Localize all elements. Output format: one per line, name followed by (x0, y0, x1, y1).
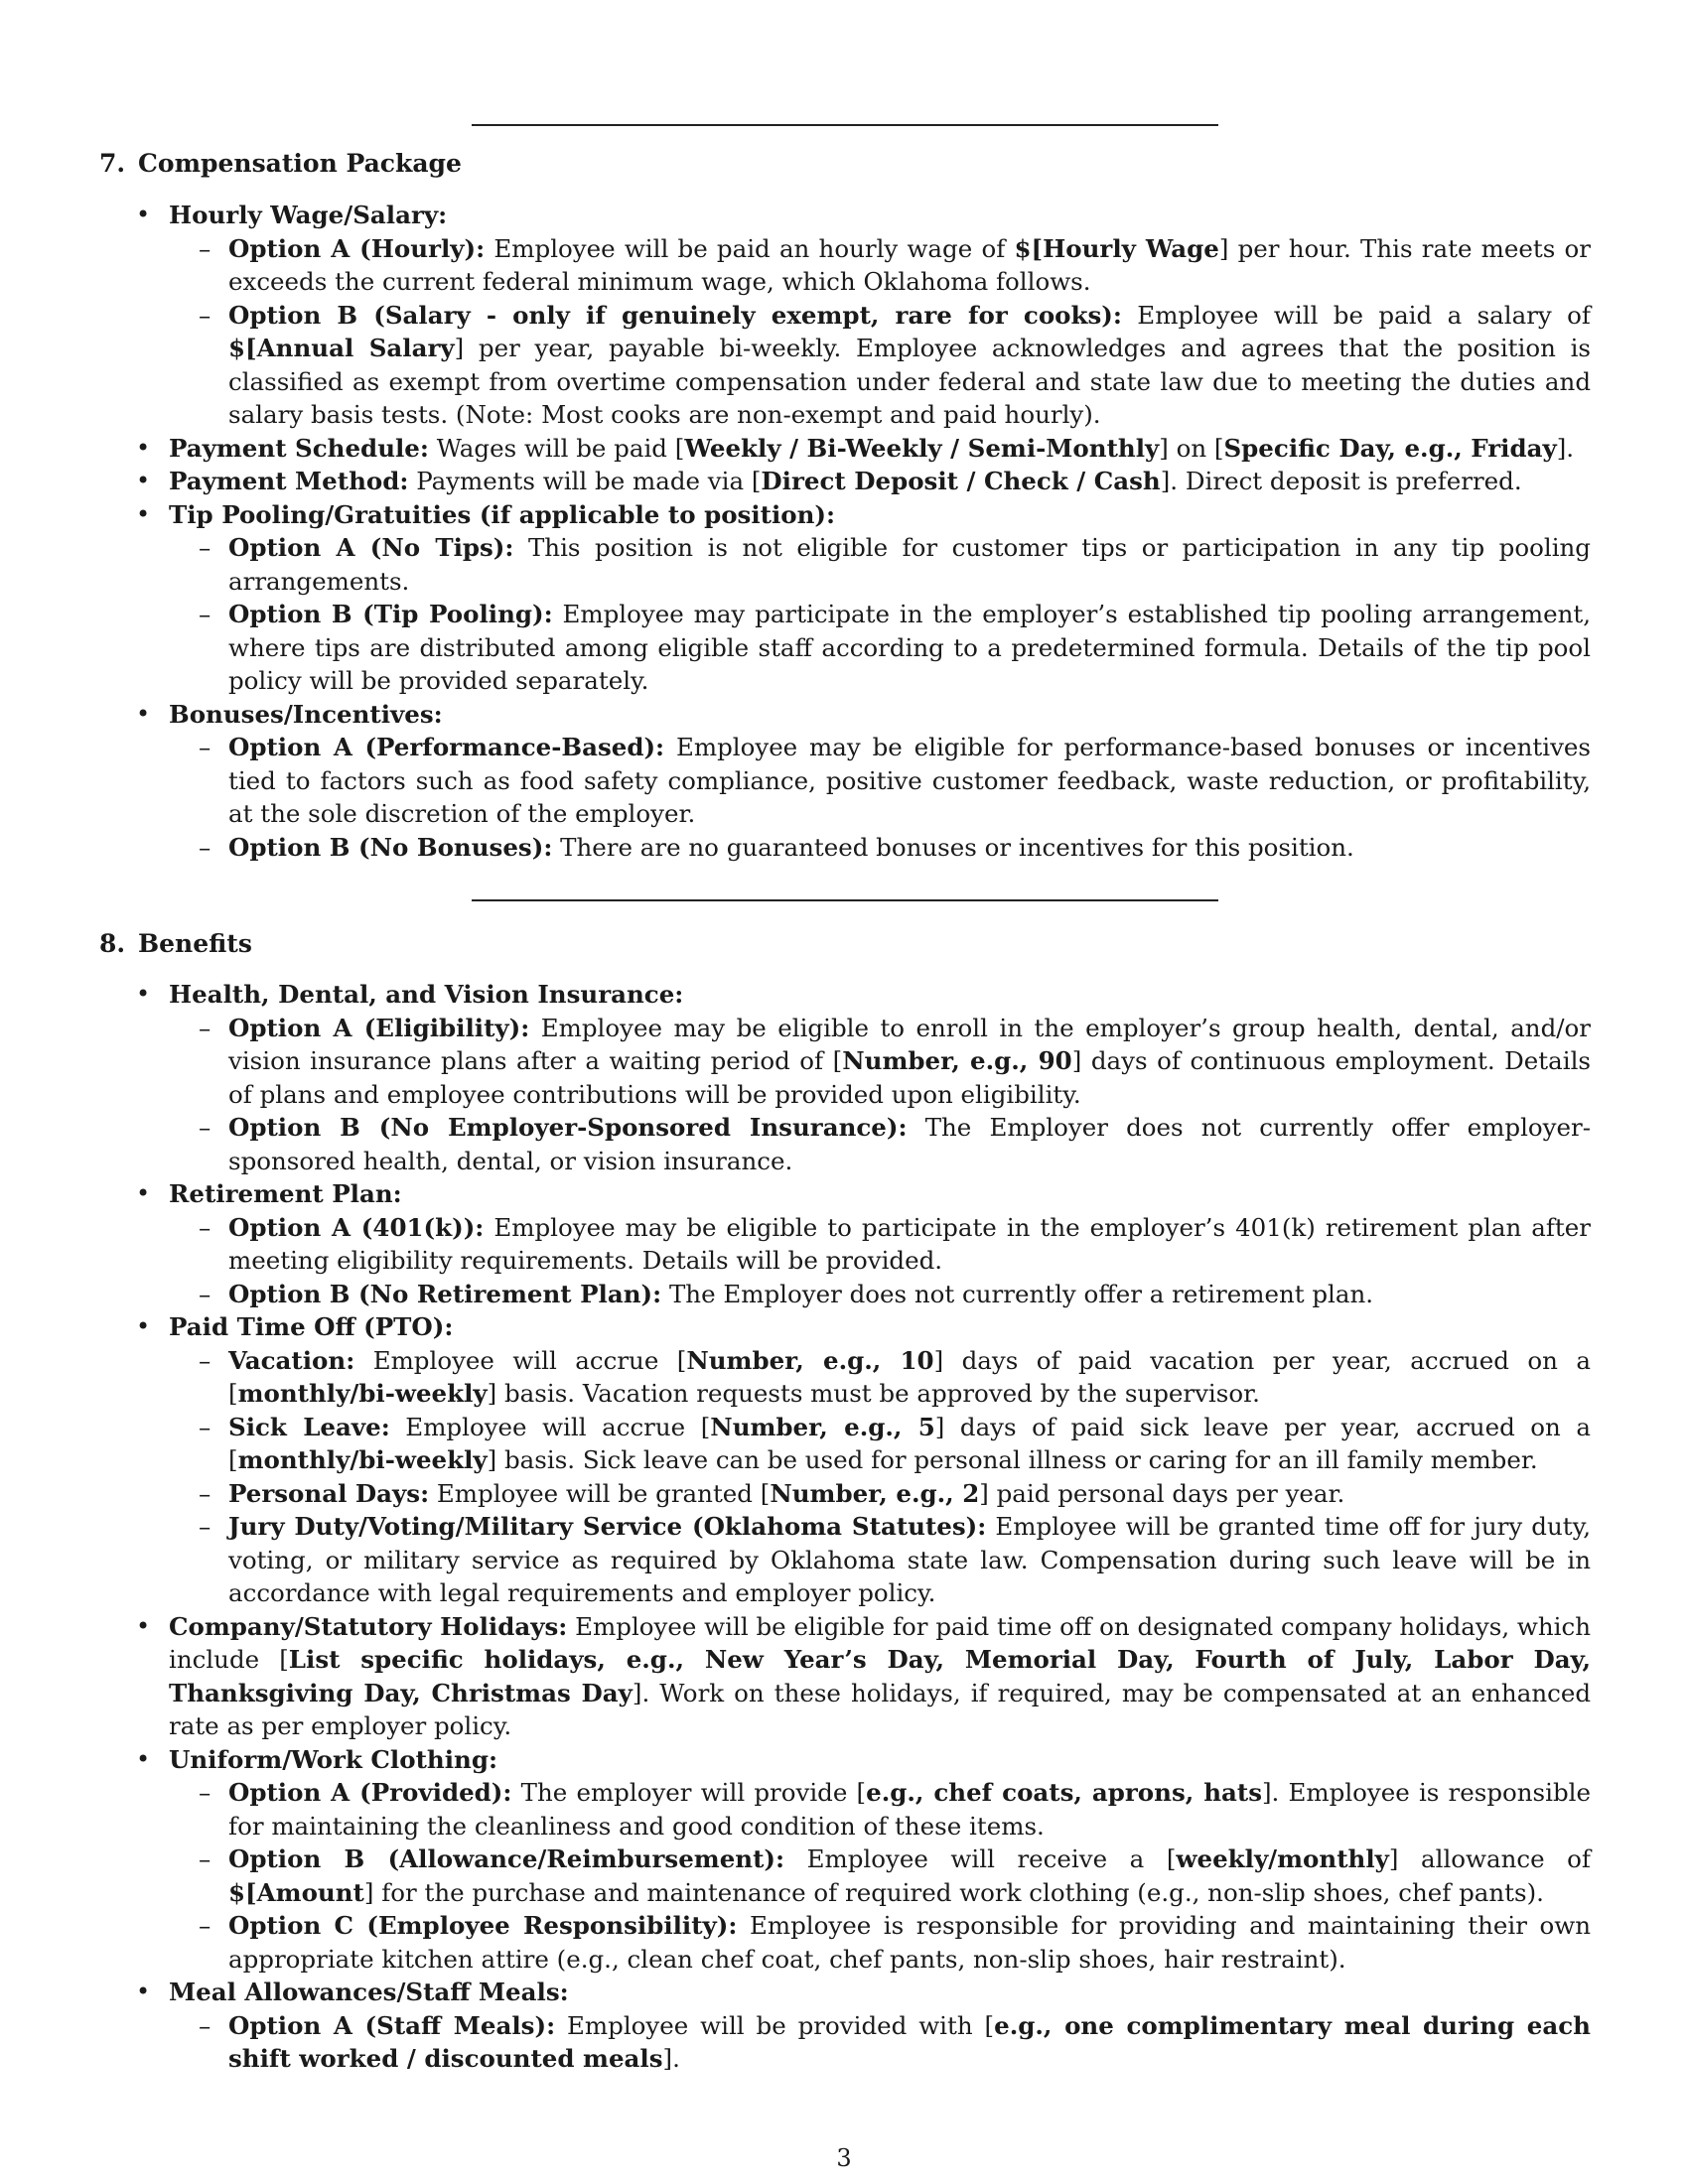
section-7-list (99, 199, 1591, 864)
sub-list-item: – Option C (Employee Responsibility): Employee is responsible for providing and maintaining their own appropriate kitchen attire (e.g., clean chef coat, chef pants, non-slip shoes, hair restraint). (169, 1909, 1591, 1976)
section-divider (472, 124, 1218, 126)
sub-list-item: – Option A (Performance-Based): Employee may be eligible for performance-based bonuses or incentives tied to factors such as food safety compliance, positive customer feedback, waste reduction, or profitability, at the sole discretion of the employer. (169, 731, 1591, 831)
list-item: • Health, Dental, and Vision Insurance: – Option A (Eligibility): Employee may be eligible to enroll in the employer’s group health, dental, and/or vision insurance plans after a waiting period of [Number, e.g., 90] days of continuous employment. Details of plans and employee contributions will be provided upon eligibility. – Option B (No Employer-Sponsored Insurance): The Employer does not currently offer employer-sponsored health, dental, or vision insurance. (99, 978, 1591, 1177)
sub-list-item: – Sick Leave: Employee will accrue [Number, e.g., 5] days of paid sick leave per year, accrued on a [monthly/bi-weekly] basis. Sick leave can be used for personal illness or caring for an ill family member. (169, 1411, 1591, 1477)
sub-list-item: – Option B (Salary - only if genuinely exempt, rare for cooks): Employee will be paid a salary of $[Annual Salary] per year, payable bi-weekly. Employee acknowledges and agrees that the position is classified as exempt from overtime compensation under federal and state law due to meeting the duties and salary basis tests. (Note: Most cooks are non-exempt and paid hourly). (169, 299, 1591, 432)
page-number: 3 (836, 2144, 852, 2172)
section-divider (472, 899, 1218, 901)
sub-list-item: – Option B (No Retirement Plan): The Employer does not currently offer a retirement plan. (169, 1278, 1591, 1311)
section-8-list (99, 978, 1591, 2076)
sub-list-item: – Option A (Provided): The employer will provide [e.g., chef coats, aprons, hats]. Employee is responsible for maintaining the cleanliness and good condition of these items. (169, 1776, 1591, 1843)
list-item: • Tip Pooling/Gratuities (if applicable to position): – Option A (No Tips): This position is not eligible for customer tips or participation in any tip pooling arrangements. – Option B (Tip Pooling): Employee may participate in the employer’s established tip pooling arrangement, where tips are distributed among eligible staff according to a predetermined formula. Details of the tip pool policy will be provided separately. (99, 498, 1591, 698)
section-number: 8. (99, 929, 126, 958)
section-title: Benefits (138, 929, 252, 958)
section-title: Compensation Package (138, 149, 462, 178)
section-8-heading (99, 927, 252, 961)
list-item: • Retirement Plan: – Option A (401(k)): Employee may be eligible to participate in the employer’s 401(k) retirement plan after meeting eligibility requirements. Details will be provided. – Option B (No Retirement Plan): The Employer does not currently offer a retirement plan. (99, 1177, 1591, 1310)
list-item: • Payment Method: Payments will be made via [Direct Deposit / Check / Cash]. Direct deposit is preferred. (99, 465, 1591, 498)
sub-list-item: – Option A (Eligibility): Employee may be eligible to enroll in the employer’s group health, dental, and/or vision insurance plans after a waiting period of [Number, e.g., 90] days of continuous employment. Details of plans and employee contributions will be provided upon eligibility. (169, 1012, 1591, 1112)
sub-list-item: – Option B (No Employer-Sponsored Insurance): The Employer does not currently offer employer-sponsored health, dental, or vision insurance. (169, 1111, 1591, 1177)
sub-list-item: – Option B (No Bonuses): There are no guaranteed bonuses or incentives for this position. (169, 831, 1591, 865)
section-number: 7. (99, 149, 126, 178)
sub-list-item: – Option A (Staff Meals): Employee will be provided with [e.g., one complimentary meal during each shift worked / discounted meals]. (169, 2009, 1591, 2076)
list-item: • Bonuses/Incentives: – Option A (Performance-Based): Employee may be eligible for performance-based bonuses or incentives tied to factors such as food safety compliance, positive customer feedback, waste reduction, or profitability, at the sole discretion of the employer. – Option B (No Bonuses): There are no guaranteed bonuses or incentives for this position. (99, 698, 1591, 865)
list-item: • Company/Statutory Holidays: Employee will be eligible for paid time off on designated company holidays, which include [List specific holidays, e.g., New Year’s Day, Memorial Day, Fourth of July, Labor Day, Thanksgiving Day, Christmas Day]. Work on these holidays, if required, may be compensated at an enhanced rate as per employer policy. (99, 1610, 1591, 1743)
list-item: • Paid Time Off (PTO): – Vacation: Employee will accrue [Number, e.g., 10] days of paid vacation per year, accrued on a [monthly/bi-weekly] basis. Vacation requests must be approved by the supervisor. – Sick Leave: Employee will accrue [Number, e.g., 5] days of paid sick leave per year, accrued on a [monthly/bi-weekly] basis. Sick leave can be used for personal illness or caring for an ill family member. – Personal Days: Employee will be granted [Number, e.g., 2] paid personal days per year. – Jury Duty/Voting/Military Service (Oklahoma Statutes): Employee will be granted time off for jury duty, voting, or military service as required by Oklahoma state law. Compensation during such leave will be in accordance with legal requirements and employer policy. (99, 1310, 1591, 1610)
document-page (99, 0, 1591, 2184)
section-7-heading (99, 147, 462, 181)
sub-list-item: – Option A (No Tips): This position is not eligible for customer tips or participation in any tip pooling arrangements. (169, 531, 1591, 598)
list-item: • Meal Allowances/Staff Meals: – Option A (Staff Meals): Employee will be provided with [e.g., one complimentary meal during each shift worked / discounted meals]. (99, 1976, 1591, 2076)
sub-list-item: – Jury Duty/Voting/Military Service (Oklahoma Statutes): Employee will be granted time off for jury duty, voting, or military service as required by Oklahoma state law. Compensation during such leave will be in accordance with legal requirements and employer policy. (169, 1510, 1591, 1610)
sub-list-item: – Vacation: Employee will accrue [Number, e.g., 10] days of paid vacation per year, accrued on a [monthly/bi-weekly] basis. Vacation requests must be approved by the supervisor. (169, 1344, 1591, 1411)
list-item: • Hourly Wage/Salary: – Option A (Hourly): Employee will be paid an hourly wage of $[Hourly Wage] per hour. This rate meets or exceeds the current federal minimum wage, which Oklahoma follows. – Option B (Salary - only if genuinely exempt, rare for cooks): Employee will be paid a salary of $[Annual Salary] per year, payable bi-weekly. Employee acknowledges and agrees that the position is classified as exempt from overtime compensation under federal and state law due to meeting the duties and salary basis tests. (Note: Most cooks are non-exempt and paid hourly). (99, 199, 1591, 432)
sub-list-item: – Option A (Hourly): Employee will be paid an hourly wage of $[Hourly Wage] per hour. This rate meets or exceeds the current federal minimum wage, which Oklahoma follows. (169, 232, 1591, 299)
sub-list-item: – Option A (401(k)): Employee may be eligible to participate in the employer’s 401(k) retirement plan after meeting eligibility requirements. Details will be provided. (169, 1211, 1591, 1278)
sub-list-item: – Option B (Tip Pooling): Employee may participate in the employer’s established tip pooling arrangement, where tips are distributed among eligible staff according to a predetermined formula. Details of the tip pool policy will be provided separately. (169, 598, 1591, 698)
list-item: • Uniform/Work Clothing: – Option A (Provided): The employer will provide [e.g., chef coats, aprons, hats]. Employee is responsible for maintaining the cleanliness and good condition of these items. – Option B (Allowance/Reimbursement): Employee will receive a [weekly/monthly] allowance of $[Amount] for the purchase and maintenance of required work clothing (e.g., non-slip shoes, chef pants). – Option C (Employee Responsibility): Employee is responsible for providing and maintaining their own appropriate kitchen attire (e.g., clean chef coat, chef pants, non-slip shoes, hair restraint). (99, 1743, 1591, 1977)
sub-list-item: – Personal Days: Employee will be granted [Number, e.g., 2] paid personal days per year. (169, 1477, 1591, 1511)
list-item: • Payment Schedule: Wages will be paid [Weekly / Bi-Weekly / Semi-Monthly] on [Specific Day, e.g., Friday]. (99, 432, 1591, 466)
sub-list-item: – Option B (Allowance/Reimbursement): Employee will receive a [weekly/monthly] allowance of $[Amount] for the purchase and maintenance of required work clothing (e.g., non-slip shoes, chef pants). (169, 1843, 1591, 1909)
